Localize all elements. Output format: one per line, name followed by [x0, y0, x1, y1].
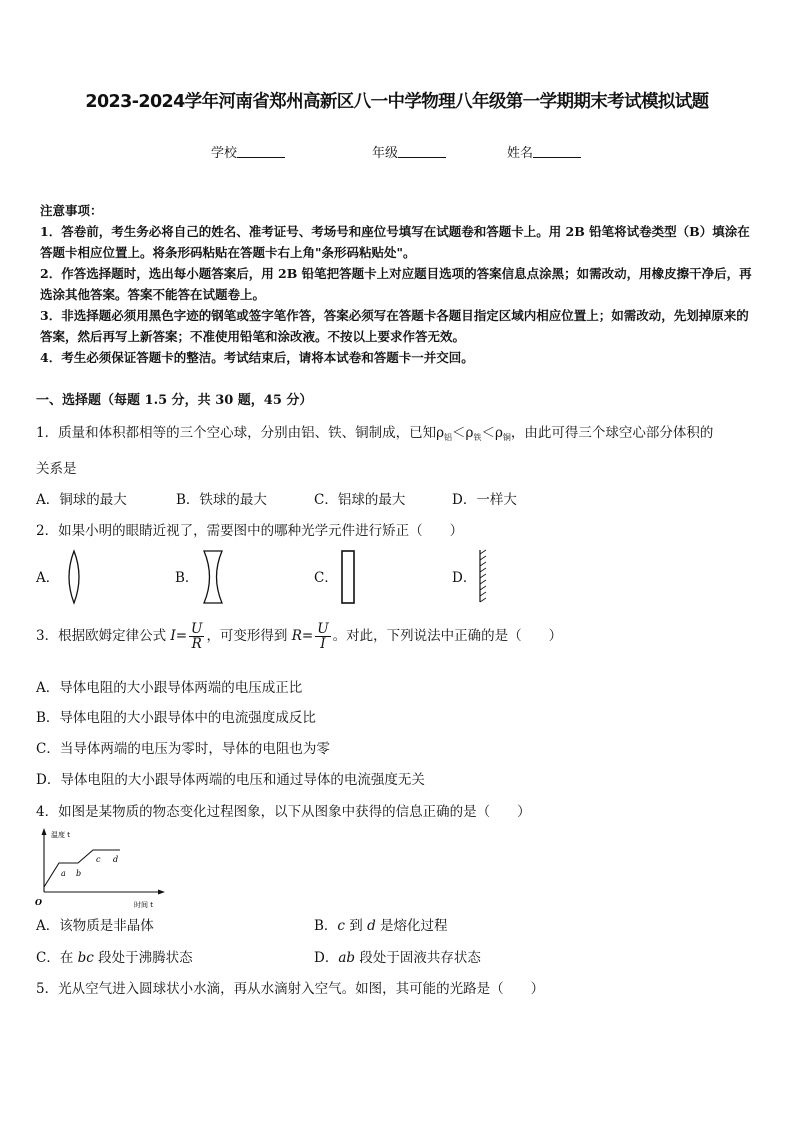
q4-option-a: A．该物质是非晶体	[36, 918, 154, 934]
q4-c-post: 段处于沸腾状态	[93, 950, 193, 966]
question-2-text: 2．如果小明的眼睛近视了，需要图中的哪种光学元件进行矫正（ ）	[36, 523, 464, 539]
school-blank	[237, 145, 285, 158]
q3-formula2-num: U	[317, 621, 329, 637]
q1-text-a: 1．质量和体积都相等的三个空心球，分别由铝、铁、铜制成，已知ρ	[36, 425, 445, 441]
q2-option-b: B．	[175, 570, 199, 586]
q4-d-pre: D．	[314, 950, 339, 966]
q2-option-d: D．	[452, 570, 477, 586]
school-label: 学校	[211, 146, 238, 161]
q3-option-b: B．导体电阻的大小跟导体中的电流强度成反比	[36, 710, 316, 726]
q4-option-b	[314, 914, 448, 934]
q1-option-a: A．铜球的最大	[36, 492, 127, 508]
graph-origin-label: O	[35, 897, 42, 907]
graph-point-a: a	[61, 869, 66, 878]
q4-option-c	[36, 946, 193, 966]
glass-plate-icon	[340, 550, 356, 604]
question-1-line2: 关系是	[36, 461, 77, 477]
name-blank	[533, 145, 581, 158]
q4-c-pre: C．在	[36, 950, 78, 966]
q3-formula2-den: I	[320, 636, 326, 652]
q4-b-mid: 到	[344, 918, 368, 934]
question-5-text: 5．光从空气进入圆球状小水滴，再从水滴射入空气。如图，其可能的光路是（ ）	[36, 981, 545, 997]
q3-formula2-fraction	[315, 622, 330, 651]
graph-y-label: 温度 t	[51, 831, 70, 839]
graph-point-c: c	[96, 855, 101, 864]
q3-option-a: A．导体电阻的大小跟导体两端的电压成正比	[36, 680, 303, 696]
q3-option-d: D．导体电阻的大小跟导体两端的电压和通过导体的电流强度无关	[36, 772, 425, 788]
q2-option-c: C．	[314, 570, 338, 586]
notice-block	[40, 200, 756, 368]
q3-formula2-lhs: R=	[291, 628, 314, 644]
q3-formula1-den: R	[191, 636, 202, 652]
plane-mirror-icon	[476, 548, 490, 604]
q4-d-seg: ab	[338, 950, 356, 966]
q3-prefix: 3．根据欧姆定律公式	[36, 628, 171, 644]
q1-sub-al: 铝	[444, 433, 453, 442]
question-3-text	[36, 618, 562, 654]
q4-option-d	[314, 946, 481, 966]
q2-option-a: A．	[36, 570, 60, 586]
q4-b-d: d	[367, 918, 376, 934]
notice-item: 2．作答选择题时，选出每小题答案后，用 2B 铅笔把答题卡上对应题目选项的答案信息点涂黑；如需改动，用橡皮擦干净后，再选涂其他答案。答案不能答在试题卷上。	[40, 266, 752, 302]
q3-formula1-num: U	[191, 621, 203, 637]
q4-c-seg: bc	[77, 950, 94, 966]
section-heading: 一、选择题（每题 1.5 分，共 30 题，45 分）	[36, 393, 313, 408]
q1-text-b: ，由此可得三个球空心部分体积的	[510, 425, 714, 441]
grade-blank	[398, 145, 446, 158]
q3-formula1-lhs: I=	[170, 628, 188, 644]
q1-mid2: ＜ρ	[481, 425, 503, 441]
question-4-text: 4．如图是某物质的物态变化过程图象，以下从图象中获得的信息正确的是（ ）	[36, 804, 531, 820]
q3-option-c: C．当导体两端的电压为零时，导体的电阻也为零	[36, 741, 330, 757]
graph-x-label: 时间 t	[134, 901, 153, 909]
q4-b-pre: B．	[314, 918, 338, 934]
q4-b-post: 是熔化过程	[375, 918, 448, 934]
school-field	[211, 142, 285, 161]
q1-option-b: B．铁球的最大	[176, 492, 267, 508]
graph-point-d: d	[113, 855, 119, 864]
graph-point-b: b	[76, 869, 82, 878]
concave-lens-icon	[201, 550, 225, 604]
q4-b-c: c	[337, 918, 345, 934]
name-label: 姓名	[507, 146, 534, 161]
q3-suffix: 。对此，下列说法中正确的是（ ）	[332, 628, 563, 644]
q1-option-c: C．铝球的最大	[314, 492, 406, 508]
notice-item: 3．非选择题必须用黑色字迹的钢笔或签字笔作答，答案必须写在答题卡各题目指定区域内相应位置上；如需改动，先划掉原来的答案，然后再写上新答案；不准使用铅笔和涂改液。不按以上要求作答无效。	[40, 308, 749, 344]
notice-heading: 注意事项：	[40, 203, 103, 218]
q4-d-post: 段处于固液共存状态	[355, 950, 481, 966]
q1-sub-fe: 铁	[473, 433, 482, 442]
q1-mid1: ＜ρ	[452, 425, 474, 441]
q3-formula1-fraction	[189, 622, 204, 651]
exam-title: 2023-2024学年河南省郑州高新区八一中学物理八年级第一学期期末考试模拟试题	[85, 92, 709, 112]
grade-field	[372, 142, 446, 161]
q1-option-d: D．一样大	[452, 492, 517, 508]
phase-change-graph	[34, 826, 174, 912]
name-field	[507, 142, 581, 161]
convex-lens-icon	[64, 550, 84, 604]
question-1-text	[36, 421, 713, 443]
q1-sub-cu: 铜	[502, 433, 511, 442]
notice-item: 4．考生必须保证答题卡的整洁。考试结束后，请将本试卷和答题卡一并交回。	[40, 350, 474, 365]
grade-label: 年级	[372, 146, 399, 161]
notice-item: 1．答卷前，考生务必将自己的姓名、准考证号、考场号和座位号填写在试题卷和答题卡上。用 2B 铅笔将试卷类型（B）填涂在答题卡相应位置上。将条形码粘贴在答题卡右上角"条形码粘贴处"。	[40, 224, 750, 260]
q3-middle: ，可变形得到	[206, 628, 292, 644]
